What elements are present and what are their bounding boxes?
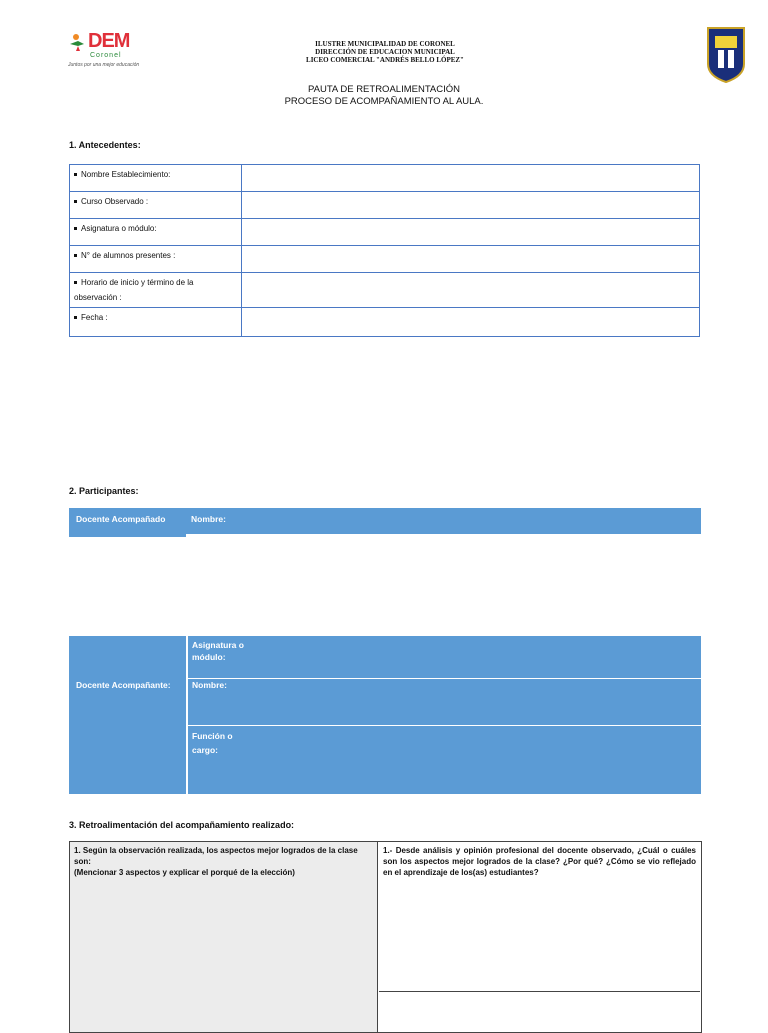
divider: [188, 725, 701, 726]
table-row: [70, 165, 700, 192]
divider: [188, 678, 701, 679]
header-line-2: DIRECCIÓN DE EDUCACION MUNICIPAL: [315, 48, 455, 56]
logo-city: Coronel: [90, 52, 122, 59]
observer-note: (Mencionar 3 aspectos y explicar el porqué de la elección): [74, 868, 295, 877]
figure-icon: [68, 32, 90, 52]
observer-question: 1. Según la observación realizada, los aspectos mejor logrados de la clase son:: [74, 846, 358, 866]
feedback-teacher-cell[interactable]: [379, 842, 700, 992]
field-fecha[interactable]: [242, 308, 700, 337]
companion-teacher-block: [69, 636, 701, 794]
bullet-icon: [74, 254, 77, 257]
table-row: [70, 308, 700, 337]
title-line-2: PROCESO DE ACOMPAÑAMIENTO AL AULA.: [284, 96, 484, 107]
row-label-alumnos: N° de alumnos presentes :: [81, 251, 176, 260]
bullet-icon: [74, 200, 77, 203]
logo-tagline: Juntos por una mejor educación: [68, 62, 140, 68]
logo-brand: DEM: [88, 30, 130, 52]
dem-logo: [68, 30, 140, 70]
companion-label: Docente Acompañante:: [76, 680, 171, 690]
title-line-1: PAUTA DE RETROALIMENTACIÓN: [307, 84, 461, 95]
accompanied-teacher-block: [69, 508, 701, 537]
bullet-icon: [74, 227, 77, 230]
field-asignatura[interactable]: [242, 219, 700, 246]
accompanied-label: Docente Acompañado: [76, 514, 166, 524]
section-retroalimentacion-heading: 3. Retroalimentación del acompañamiento realizado:: [69, 820, 295, 830]
bullet-icon: [74, 173, 77, 176]
feedback-table: [69, 841, 702, 1033]
divider: [186, 636, 188, 794]
row-label-horario: Horario de inicio y término de la observación :: [74, 278, 194, 302]
header-line-1: ILUSTRE MUNICIPALIDAD DE CORONEL: [315, 40, 455, 48]
companion-name-label: Nombre:: [192, 680, 227, 690]
row-label-establecimiento: Nombre Establecimiento:: [81, 170, 171, 179]
school-shield-logo: [706, 26, 746, 84]
field-establecimiento[interactable]: [242, 165, 700, 192]
table-row: [70, 192, 700, 219]
divider: [186, 534, 701, 537]
feedback-observer-cell[interactable]: [70, 842, 378, 1032]
row-label-asignatura: Asignatura o módulo:: [81, 224, 157, 233]
subject-label: Asignatura o módulo:: [192, 640, 244, 662]
antecedentes-table: [69, 164, 700, 337]
row-label-fecha: Fecha :: [81, 313, 108, 322]
field-horario[interactable]: [242, 273, 700, 308]
document-title: [0, 84, 768, 108]
bullet-icon: [74, 316, 77, 319]
section-antecedentes-heading: 1. Antecedentes:: [69, 140, 141, 150]
field-curso[interactable]: [242, 192, 700, 219]
role-label: Función o cargo:: [192, 731, 233, 755]
bullet-icon: [74, 281, 77, 284]
row-label-curso: Curso Observado :: [81, 197, 149, 206]
table-row: [70, 273, 700, 308]
teacher-question: 1.- Desde análisis y opinión profesional del docente observado, ¿Cuál o cuáles son los aspectos mejor logrados de la clase? ¿Por qué? ¿Cómo se vio reflejado en el aprendizaje de los(as) estudiantes?: [383, 846, 696, 877]
table-row: [70, 246, 700, 273]
table-row: [70, 219, 700, 246]
institution-header: [260, 40, 510, 64]
header-line-3: LICEO COMERCIAL "ANDRÉS BELLO LÓPEZ": [306, 56, 464, 64]
field-alumnos[interactable]: [242, 246, 700, 273]
accompanied-name-label: Nombre:: [191, 514, 226, 524]
section-participantes-heading: 2. Participantes:: [69, 486, 139, 496]
